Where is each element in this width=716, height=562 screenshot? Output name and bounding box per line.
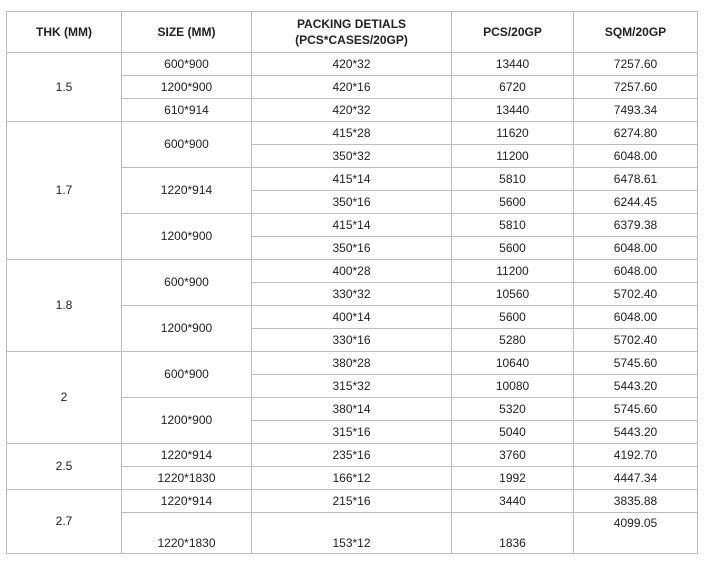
packing-cell: 400*28: [252, 260, 452, 283]
table-row: [7, 122, 698, 145]
packing-spec-table: [6, 11, 698, 554]
size-cell: 600*900: [122, 122, 252, 168]
packing-cell: 350*32: [252, 145, 452, 168]
sqm-cell: 6379.38: [574, 214, 698, 237]
size-cell: 1200*900: [122, 214, 252, 260]
packing-cell: 380*14: [252, 398, 452, 421]
pcs-cell: 5810: [452, 168, 574, 191]
sqm-cell: 5443.20: [574, 375, 698, 398]
table-row: [7, 352, 698, 375]
pcs-cell: 1836: [452, 513, 574, 554]
pcs-cell: 5320: [452, 398, 574, 421]
pcs-cell: 11200: [452, 145, 574, 168]
header-packing-line1: PACKING DETIALS: [296, 17, 407, 31]
sqm-cell: 6274.80: [574, 122, 698, 145]
sqm-cell: 6048.00: [574, 145, 698, 168]
header-size: SIZE (MM): [122, 12, 252, 53]
pcs-cell: 11620: [452, 122, 574, 145]
sqm-cell: 3835.88: [574, 490, 698, 513]
packing-cell: 415*28: [252, 122, 452, 145]
packing-cell: 315*32: [252, 375, 452, 398]
header-packing-line2: (PCS*CASES/20GP): [295, 33, 408, 47]
sqm-cell: 7257.60: [574, 53, 698, 76]
packing-cell: 415*14: [252, 168, 452, 191]
table-row: [7, 444, 698, 467]
sqm-cell: 4192.70: [574, 444, 698, 467]
table-row: [7, 260, 698, 283]
sqm-cell: 5702.40: [574, 329, 698, 352]
packing-cell: 420*32: [252, 53, 452, 76]
pcs-cell: 11200: [452, 260, 574, 283]
table-row: [7, 490, 698, 513]
size-cell: 1220*914: [122, 444, 252, 467]
table-row: [7, 53, 698, 76]
pcs-cell: 5040: [452, 421, 574, 444]
size-cell: 1220*914: [122, 168, 252, 214]
header-pcs: PCS/20GP: [452, 12, 574, 53]
pcs-cell: 10560: [452, 283, 574, 306]
pcs-cell: 6720: [452, 76, 574, 99]
sqm-cell: 6048.00: [574, 260, 698, 283]
packing-cell: 215*16: [252, 490, 452, 513]
packing-cell: 400*14: [252, 306, 452, 329]
thk-cell: 1.7: [7, 122, 122, 260]
size-cell: 1220*1830: [122, 467, 252, 490]
size-cell: 1200*900: [122, 306, 252, 352]
packing-cell: 166*12: [252, 467, 452, 490]
size-cell: 1200*900: [122, 76, 252, 99]
pcs-cell: 5280: [452, 329, 574, 352]
size-cell: 1220*1830: [122, 513, 252, 554]
pcs-cell: 1992: [452, 467, 574, 490]
thk-cell: 1.8: [7, 260, 122, 352]
sqm-cell: 5745.60: [574, 398, 698, 421]
sqm-cell: 5702.40: [574, 283, 698, 306]
thk-cell: 2.7: [7, 490, 122, 554]
pcs-cell: 5600: [452, 306, 574, 329]
packing-cell: 420*16: [252, 76, 452, 99]
pcs-cell: 13440: [452, 99, 574, 122]
pcs-cell: 10640: [452, 352, 574, 375]
packing-cell: 415*14: [252, 214, 452, 237]
pcs-cell: 5600: [452, 191, 574, 214]
pcs-cell: 13440: [452, 53, 574, 76]
header-row: [7, 12, 698, 53]
packing-cell: 350*16: [252, 191, 452, 214]
sqm-cell: 5745.60: [574, 352, 698, 375]
size-cell: 610*914: [122, 99, 252, 122]
pcs-cell: 3440: [452, 490, 574, 513]
size-cell: 600*900: [122, 260, 252, 306]
sqm-cell: 6244.45: [574, 191, 698, 214]
sqm-cell: 6478.61: [574, 168, 698, 191]
header-sqm: SQM/20GP: [574, 12, 698, 53]
packing-cell: 330*32: [252, 283, 452, 306]
sqm-cell: 5443.20: [574, 421, 698, 444]
size-cell: 1200*900: [122, 398, 252, 444]
thk-cell: 1.5: [7, 53, 122, 122]
header-thk: THK (MM): [7, 12, 122, 53]
size-cell: 600*900: [122, 53, 252, 76]
packing-cell: 380*28: [252, 352, 452, 375]
packing-cell: 420*32: [252, 99, 452, 122]
header-packing: [252, 12, 452, 53]
packing-cell: 315*16: [252, 421, 452, 444]
packing-cell: 330*16: [252, 329, 452, 352]
packing-cell: 153*12: [252, 513, 452, 554]
sqm-cell: 6048.00: [574, 306, 698, 329]
sqm-cell: 4099.05: [574, 513, 698, 554]
packing-cell: 235*16: [252, 444, 452, 467]
sqm-cell: 7493.34: [574, 99, 698, 122]
pcs-cell: 5810: [452, 214, 574, 237]
pcs-cell: 5600: [452, 237, 574, 260]
sqm-cell: 7257.60: [574, 76, 698, 99]
pcs-cell: 10080: [452, 375, 574, 398]
pcs-cell: 3760: [452, 444, 574, 467]
size-cell: 600*900: [122, 352, 252, 398]
sqm-cell: 6048.00: [574, 237, 698, 260]
packing-cell: 350*16: [252, 237, 452, 260]
size-cell: 1220*914: [122, 490, 252, 513]
thk-cell: 2: [7, 352, 122, 444]
sqm-cell: 4447.34: [574, 467, 698, 490]
thk-cell: 2.5: [7, 444, 122, 490]
